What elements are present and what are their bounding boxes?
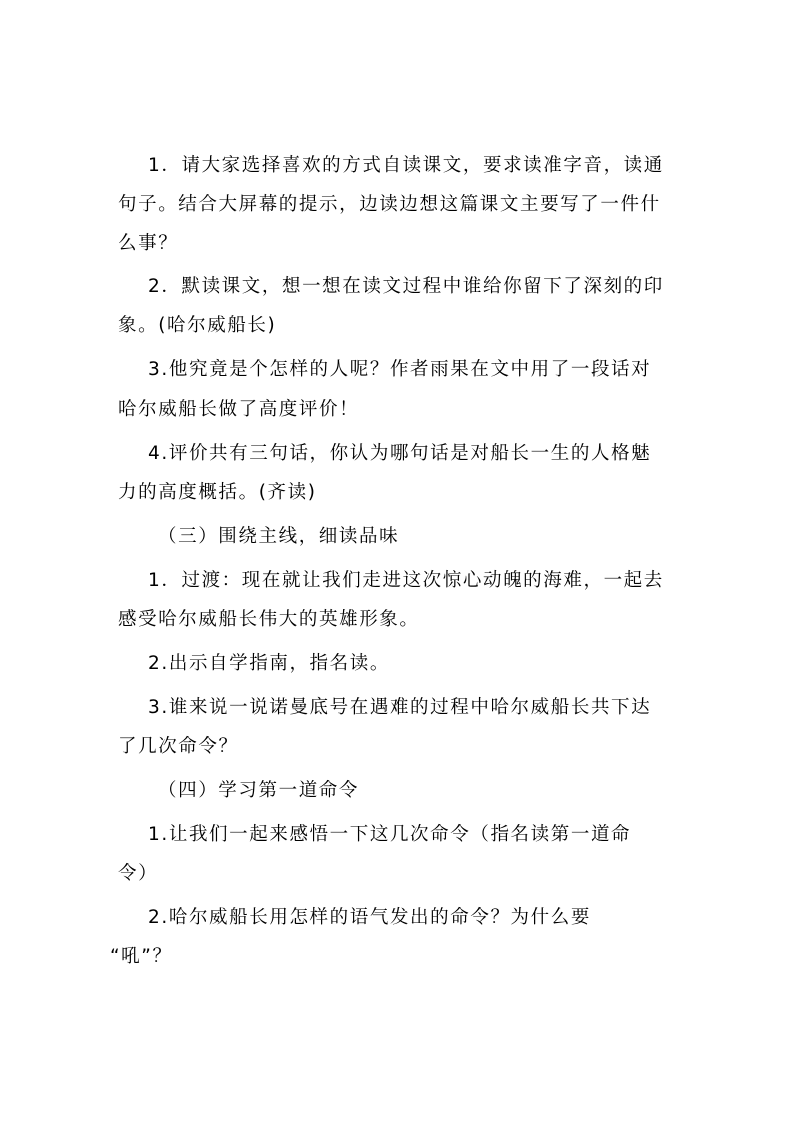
paragraph-9-line-2: “吼”？ — [110, 946, 173, 967]
paragraph-1-line-3: 么事？ — [118, 233, 179, 254]
section-heading-4: （四）学习第一道命令 — [158, 780, 360, 801]
paragraph-1-line-2: 句子。结合大屏幕的提示，边读边想这篇课文主要写了一件什 — [118, 194, 661, 215]
paragraph-6-line-1: 2.出示自学指南，指名读。 — [148, 653, 390, 674]
paragraph-7-line-1: 3.谁来说一说诺曼底号在遇难的过程中哈尔威船长共下达 — [148, 697, 652, 718]
paragraph-2-line-1: 2．默读课文，想一想在读文过程中谁给你留下了深刻的印 — [148, 276, 664, 297]
paragraph-4-line-1: 4.评价共有三句话，你认为哪句话是对船长一生的人格魅 — [148, 443, 652, 464]
paragraph-9-line-1: 2.哈尔威船长用怎样的语气发出的命令？为什么要 — [148, 907, 591, 928]
paragraph-7-line-2: 了几次命令？ — [118, 736, 239, 757]
paragraph-5-line-1: 1．过渡：现在就让我们走进这次惊心动魄的海难，一起去 — [148, 570, 664, 591]
section-heading-3: （三）围绕主线，细读品味 — [158, 526, 400, 547]
paragraph-8-line-2: 令） — [118, 863, 159, 884]
paragraph-5-line-2: 感受哈尔威船长伟大的英雄形象。 — [118, 609, 420, 630]
paragraph-4-line-2: 力的高度概括。(齐读) — [118, 482, 317, 503]
paragraph-3-line-2: 哈尔威船长做了高度评价！ — [118, 399, 360, 420]
paragraph-3-line-1: 3.他究竟是个怎样的人呢？作者雨果在文中用了一段话对 — [148, 359, 652, 380]
paragraph-1-line-1: 1．请大家选择喜欢的方式自读课文，要求读准字音，读通 — [148, 155, 664, 176]
paragraph-2-line-2: 象。(哈尔威船长) — [118, 315, 277, 336]
paragraph-8-line-1: 1.让我们一起来感悟一下这几次命令（指名读第一道命 — [148, 824, 632, 845]
